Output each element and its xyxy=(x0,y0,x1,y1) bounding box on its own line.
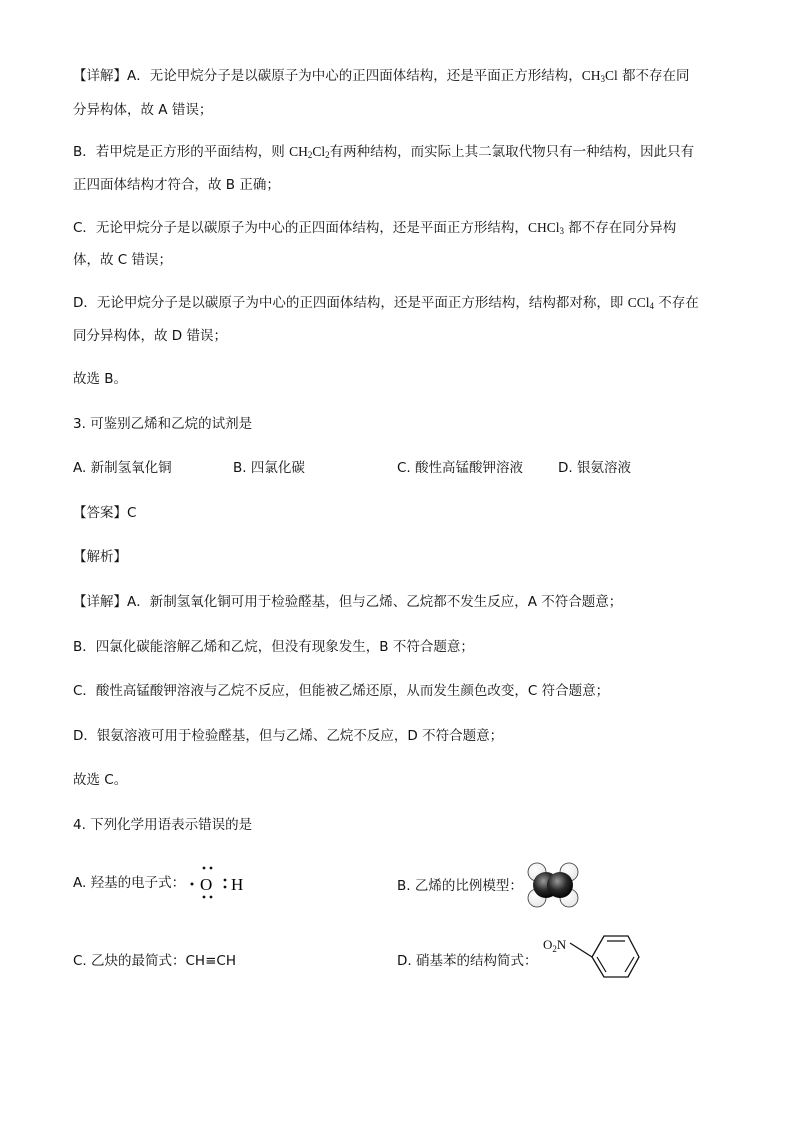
q2-d-line1: D．无论甲烷分子是以碳原子为中心的正四面体结构，还是平面正方形结构，结构都对称，即 CCl$_4$ 不存在 xyxy=(73,295,699,311)
q4-option-b xyxy=(397,876,523,896)
electron-dot xyxy=(224,879,227,882)
q2-b-line1: B．若甲烷是正方形的平面结构，则 $CH_2Cl_2$有两种结构，而实际上其二氯取代物只有一种结构，因此只有 xyxy=(73,144,695,160)
q2-a-line2: 分异构体，故 A 错误； xyxy=(73,102,213,118)
q3-detail-a: 【详解】A．新制氢氧化铜可用于检验醛基，但与乙烯、乙烷都不发生反应，A 不符合题意； xyxy=(73,594,623,610)
ethylene-model-figure xyxy=(526,861,580,909)
nitrobenzene-structure xyxy=(543,930,643,980)
q3-stem: 3. 可鉴别乙烯和乙烷的试剂是 xyxy=(73,416,253,432)
electron-dot xyxy=(210,867,213,870)
formula-ch3cl: $CH_3Cl$ xyxy=(581,68,618,84)
ethylene-space-filling-model xyxy=(526,861,580,909)
q2-c-line1: C．无论甲烷分子是以碳原子为中心的正四面体结构，还是平面正方形结构，CHCl$_3$ 都不存在同分异构 xyxy=(73,220,677,236)
detail-tag: 【详解】 xyxy=(73,68,127,84)
q3-conclusion: 故选 C。 xyxy=(73,772,128,788)
hydroxyl-diagram xyxy=(188,863,252,901)
electron-dot xyxy=(191,883,194,886)
q4-stem: 4. 下列化学用语表示错误的是 xyxy=(73,817,253,833)
q3-option-b: B. 四氯化碳 xyxy=(233,460,305,476)
electron-dot xyxy=(203,896,206,899)
answer-value: C xyxy=(127,505,137,521)
q3-option-d: D. 银氨溶液 xyxy=(558,460,631,476)
q3-detail-c: C．酸性高锰酸钾溶液与乙烷不反应，但能被乙烯还原，从而发生颜色改变，C 符合题意； xyxy=(73,683,610,699)
oxygen-symbol: O xyxy=(200,875,213,894)
q3-detail-b: B．四氯化碳能溶解乙烯和乙烷，但没有现象发生，B 不符合题意； xyxy=(73,639,474,655)
answer-tag: 【答案】 xyxy=(73,505,127,521)
benzene-ring xyxy=(592,936,639,977)
nitro-group-label: $O_2N$ xyxy=(543,937,567,954)
formula-chcl3: CHCl$_3$ xyxy=(527,220,564,236)
ring-double-bond xyxy=(597,957,606,972)
q2-d-line2: 同分异构体，故 D 错误； xyxy=(73,328,227,344)
q2-a-line1: 【详解】A．无论甲烷分子是以碳原子为中心的正四面体结构，还是平面正方形结构，$CH_3Cl$ 都不存在同 xyxy=(73,68,690,84)
q4-option-d xyxy=(397,951,537,971)
nitrobenzene-diagram xyxy=(543,930,643,980)
q2-c-line2: 体，故 C 错误； xyxy=(73,252,173,268)
q3-option-a: A. 新制氢氧化铜 xyxy=(73,460,172,476)
hydroxyl-electron-formula xyxy=(188,863,252,901)
q3-answer xyxy=(73,503,136,523)
q4-option-b-label: B. 乙烯的比例模型： xyxy=(397,878,523,894)
detail-tag: 【详解】 xyxy=(73,594,127,610)
electron-dot xyxy=(224,886,227,889)
q3-option-c: C. 酸性高锰酸钾溶液 xyxy=(397,460,524,476)
q3-analysis-tag: 【解析】 xyxy=(73,549,127,565)
q3-detail-d: D．银氨溶液可用于检验醛基，但与乙烯、乙烷不反应，D 不符合题意； xyxy=(73,728,504,744)
electron-dot xyxy=(210,896,213,899)
q4-option-d-label: D. 硝基苯的结构简式： xyxy=(397,953,538,969)
q4-option-a xyxy=(73,873,185,893)
electron-dot xyxy=(203,867,206,870)
formula-ch2cl2: $CH_2Cl_2$ xyxy=(289,144,330,160)
formula-ccl4: CCl$_4$ xyxy=(627,295,654,311)
q4-option-c: C. 乙炔的最简式：CH≡CH xyxy=(73,953,236,969)
q4-option-a-label: A. 羟基的电子式： xyxy=(73,875,186,891)
carbon-atom xyxy=(547,872,573,898)
hydrogen-symbol: H xyxy=(231,875,244,894)
q2-conclusion: 故选 B。 xyxy=(73,371,128,387)
bond-line xyxy=(570,943,592,957)
q2-b-line2: 正四面体结构才符合，故 B 正确； xyxy=(73,177,280,193)
